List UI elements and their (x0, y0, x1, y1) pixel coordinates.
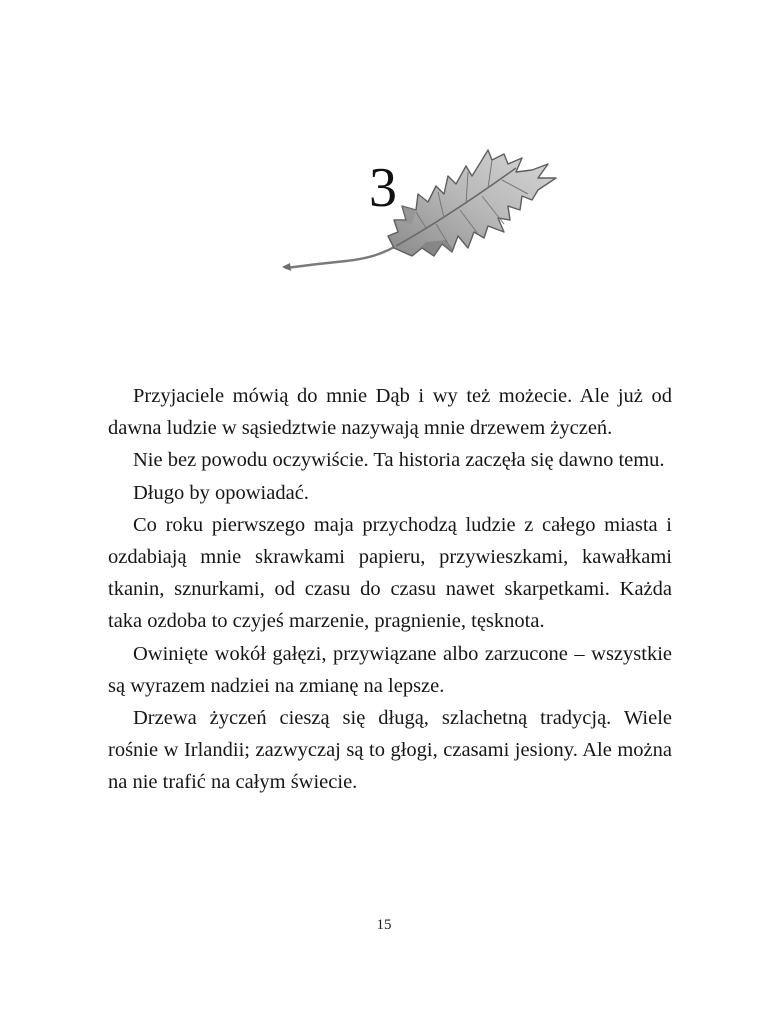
paragraph: Owinięte wokół gałęzi, przywiązane albo zarzucone – wszystkie są wyrazem nadziei na zmianę na lepsze. (108, 642, 672, 697)
chapter-number: 3 (369, 157, 397, 219)
paragraph: Drzewa życzeń cieszą się długą, szlachetną tradycją. Wiele rośnie w Irlandii; zazwyczaj są to głogi, czasami jesiony. Ale można na nie trafić na całym świecie. (108, 707, 672, 794)
chapter-body (108, 380, 672, 799)
paragraph: Nie bez powodu oczywiście. Ta historia zaczęła się dawno temu. (133, 449, 665, 472)
page-number: 15 (376, 917, 392, 933)
paragraph: Przyjaciele mówią do mnie Dąb i wy też możecie. Ale już od dawna ludzie w sąsiedztwie nazywają mnie drzewem życzeń. (108, 385, 672, 440)
chapter-header (0, 0, 768, 320)
oak-leaf-icon (276, 128, 566, 278)
paragraph: Długo by opowiadać. (133, 481, 309, 504)
paragraph: Co roku pierwszego maja przychodzą ludzie z całego miasta i ozdabiają mnie skrawkami papieru, przywieszkami, kawałkami tkanin, sznurkami, od czasu do czasu nawet skarpetkami. Każda taka ozdoba to czyjeś marzenie, pragnienie, tęsknota. (108, 513, 672, 633)
